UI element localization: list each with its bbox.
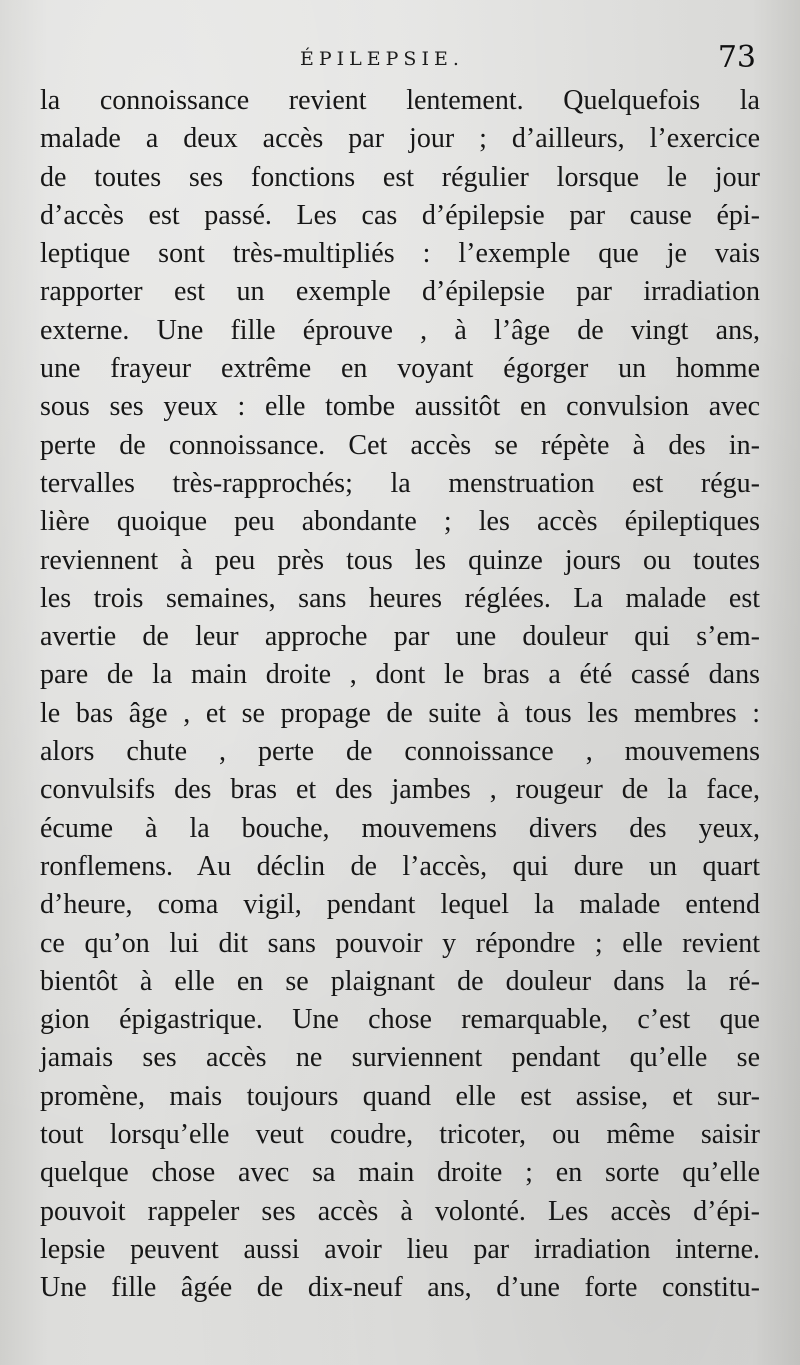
body-text (40, 82, 760, 1322)
text-line: jamais ses accès ne surviennent pendant qu’elle se (40, 1042, 760, 1074)
text-line: la connoissance revient lentement. Quelquefois la (40, 85, 760, 116)
text-line: pouvoit rappeler ses accès à volonté. Les accès d’épi- (40, 1195, 760, 1227)
text-line: alors chute , perte de connoissance , mouvemens (40, 736, 760, 768)
text-line: leptique sont très-multipliés : l’exemple que je vais (40, 238, 760, 270)
text-line: ronflemens. Au déclin de l’accès, qui dure un quart (40, 850, 760, 882)
text-line: promène, mais toujours quand elle est assise, et sur- (40, 1080, 760, 1112)
running-head (0, 40, 800, 84)
text-line: externe. Une fille éprouve , à l’âge de vingt ans, (40, 314, 760, 346)
text-line: tout lorsqu’elle veut coudre, tricoter, ou même saisir (40, 1119, 760, 1151)
text-line: malade a deux accès par jour ; d’ailleurs, l’exercice (40, 123, 760, 155)
text-line: écume à la bouche, mouvemens divers des yeux, (40, 812, 760, 844)
text-line: perte de connoissance. Cet accès se répète à des in- (40, 429, 760, 461)
text-line: quelque chose avec sa main droite ; en sorte qu’elle (40, 1157, 760, 1189)
text-line: Une fille âgée de dix-neuf ans, d’une forte constitu- (40, 1272, 760, 1304)
text-line: convulsifs des bras et des jambes , rougeur de la face, (40, 774, 760, 806)
running-head-title: ÉPILEPSIE. (300, 48, 464, 70)
text-line: ce qu’on lui dit sans pouvoir y répondre ; elle revient (40, 927, 760, 959)
text-line: de toutes ses fonctions est régulier lorsque le jour (40, 161, 760, 193)
page-number: 73 (717, 40, 756, 75)
text-line: rapporter est un exemple d’épilepsie par irradiation (40, 276, 760, 308)
text-line: d’heure, coma vigil, pendant lequel la malade entend (40, 889, 760, 921)
text-line: reviennent à peu près tous les quinze jours ou toutes (40, 544, 760, 576)
text-line: le bas âge , et se propage de suite à tous les membres : (40, 697, 760, 729)
text-line: bientôt à elle en se plaignant de douleur dans la ré- (40, 965, 760, 997)
text-line: lière quoique peu abondante ; les accès épileptiques (40, 506, 760, 538)
text-line: pare de la main droite , dont le bras a été cassé dans (40, 659, 760, 691)
text-line: d’accès est passé. Les cas d’épilepsie par cause épi- (40, 199, 760, 231)
text-line: gion épigastrique. Une chose remarquable, c’est que (40, 1004, 760, 1036)
text-line: sous ses yeux : elle tombe aussitôt en convulsion avec (40, 391, 760, 423)
text-line: avertie de leur approche par une douleur qui s’em- (40, 621, 760, 653)
text-line: lepsie peuvent aussi avoir lieu par irradiation interne. (40, 1233, 760, 1265)
text-line: tervalles très-rapprochés; la menstruation est régu- (40, 467, 760, 499)
text-line: les trois semaines, sans heures réglées. La malade est (40, 582, 760, 614)
text-line: une frayeur extrême en voyant égorger un homme (40, 353, 760, 385)
